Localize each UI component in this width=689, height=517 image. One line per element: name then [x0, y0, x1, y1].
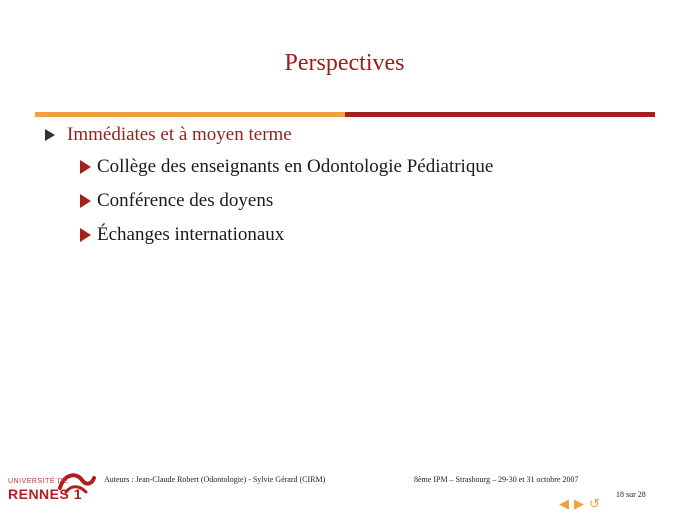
refresh-icon[interactable]: ↺	[589, 497, 600, 512]
title-rule-red	[345, 112, 655, 117]
triangle-bullet-icon	[80, 228, 91, 242]
next-arrow-icon[interactable]: ▶	[574, 497, 584, 512]
slide-navigation	[559, 497, 600, 512]
bullet-level1-text: Immédiates et à moyen terme	[67, 124, 292, 145]
logo-top-text: UNIVERSITÉ DE	[8, 478, 69, 485]
slide-title: Perspectives	[284, 50, 405, 76]
prev-arrow-icon[interactable]: ◀	[559, 497, 569, 512]
bullet-item-conference	[80, 190, 273, 212]
triangle-bullet-icon	[45, 129, 55, 141]
footer-authors: Auteurs : Jean-Claude Robert (Odontologie) - Sylvie Gérard (CIRM)	[104, 475, 326, 484]
bullet-item-text: Conférence des doyens	[97, 190, 274, 211]
bullet-item-echanges	[80, 224, 284, 246]
bullet-level1	[45, 124, 292, 146]
page-number: 18 sur 28	[616, 490, 646, 499]
bullet-item-text: Échanges internationaux	[97, 224, 285, 245]
title-rule-orange	[35, 112, 345, 117]
footer-event: 8ème IPM – Strasbourg – 29-30 et 31 octobre 2007	[414, 475, 579, 484]
triangle-bullet-icon	[80, 160, 91, 174]
triangle-bullet-icon	[80, 194, 91, 208]
bullet-item-text: Collège des enseignants en Odontologie Pédiatrique	[97, 156, 494, 177]
logo-main-text: RENNES 1	[8, 486, 83, 502]
bullet-item-college	[80, 156, 493, 178]
university-logo	[8, 468, 90, 504]
